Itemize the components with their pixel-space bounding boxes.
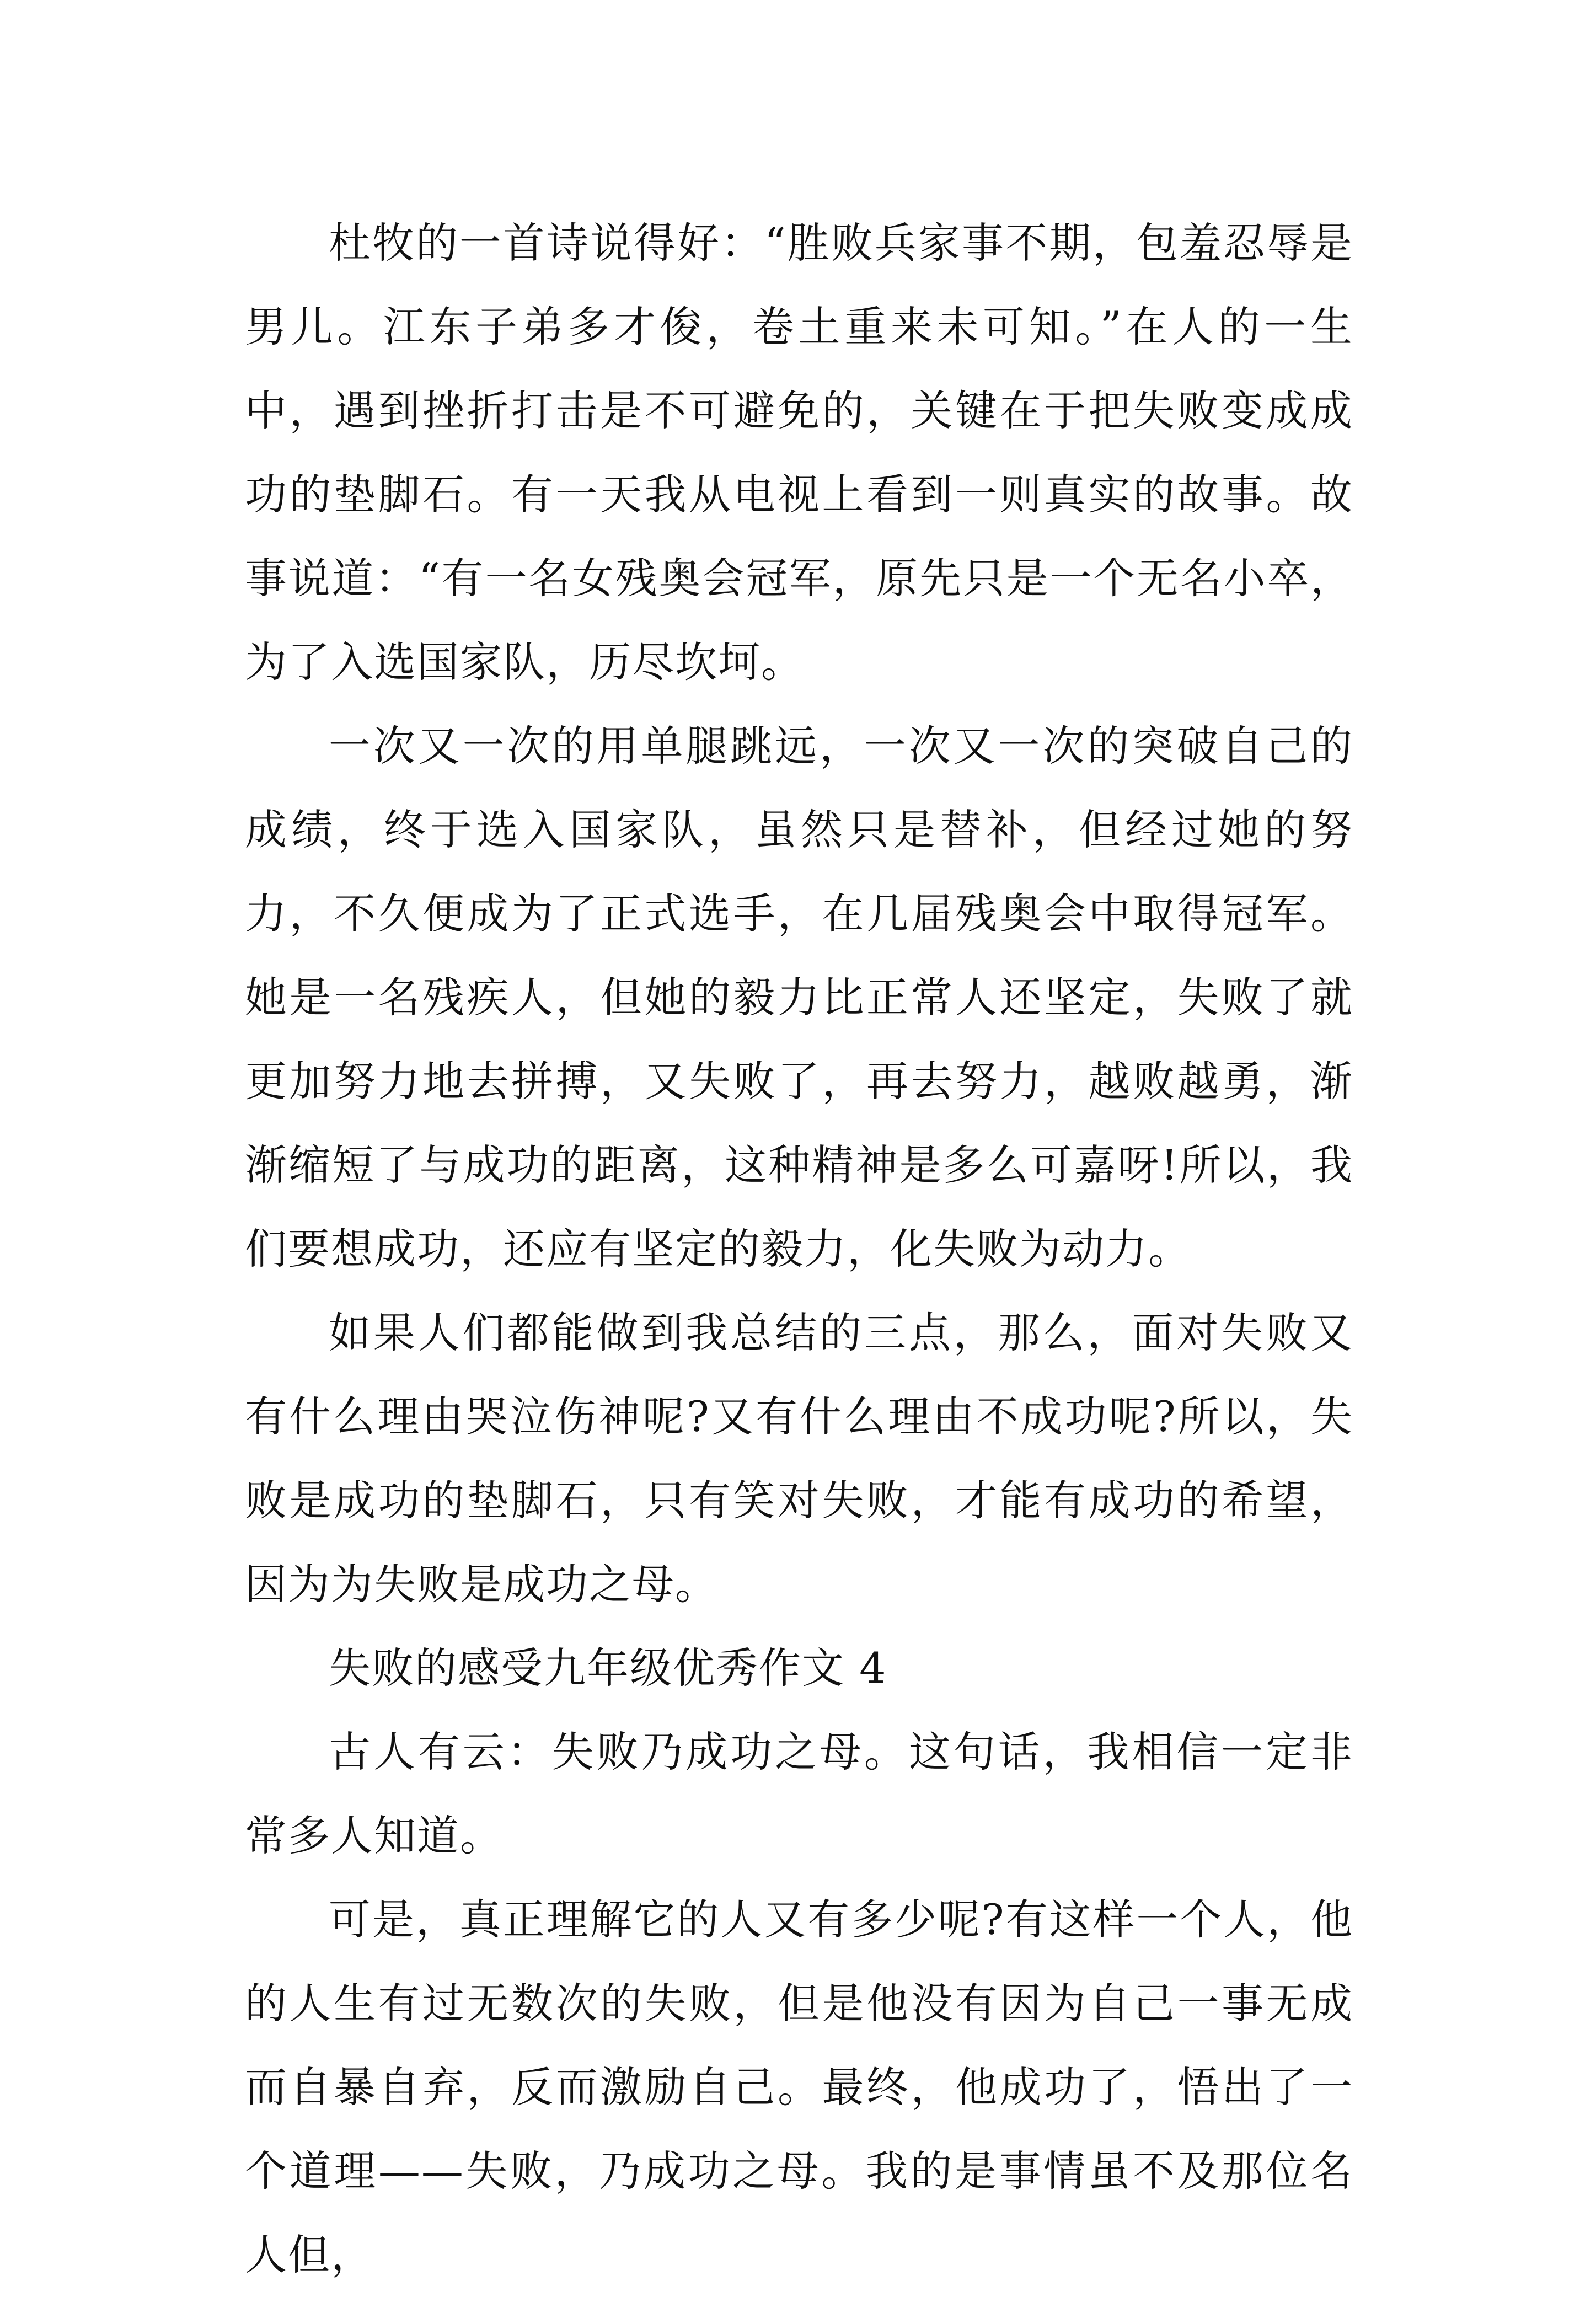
paragraph-1: 杜牧的一首诗说得好：“胜败兵家事不期，包羞忍辱是男儿。江东子弟多才俊，卷土重来未可知。”在人的一生中，遇到挫折打击是不可避免的，关键在于把失败变成成功的垫脚石。有一天我从电视上看到一则真实的故事。故事说道：“有一名女残奥会冠军，原先只是一个无名小卒，为了入选国家队，历尽坎坷。: [245, 218, 1353, 687]
paragraph-6: 可是，真正理解它的人又有多少呢?有这样一个人，他的人生有过无数次的失败，但是他没有因为自己一事无成而自暴自弃，反而激励自己。最终，他成功了，悟出了一个道理——失败，乃成功之母。我的是事情虽不及那位名人但，: [245, 1895, 1353, 2279]
paragraph-5: 古人有云：失败乃成功之母。这句话，我相信一定非常多人知道。: [245, 1727, 1353, 1860]
document-body: [245, 201, 1353, 2297]
paragraph-2: 一次又一次的用单腿跳远，一次又一次的突破自己的成绩，终于选入国家队，虽然只是替补，但经过她的努力，不久便成为了正式选手，在几届残奥会中取得冠军。她是一名残疾人，但她的毅力比正常人还坚定，失败了就更加努力地去拼搏，又失败了，再去努力，越败越勇，渐渐缩短了与成功的距离，这种精神是多么可嘉呀!所以，我们要想成功，还应有坚定的毅力，化失败为动力。: [245, 721, 1353, 1273]
section-heading: 失败的感受九年级优秀作文 4: [329, 1643, 887, 1693]
paragraph-3: 如果人们都能做到我总结的三点，那么，面对失败又有什么理由哭泣伤神呢?又有什么理由不成功呢?所以，失败是成功的垫脚石，只有笑对失败，才能有成功的希望，因为为失败是成功之母。: [245, 1308, 1353, 1609]
